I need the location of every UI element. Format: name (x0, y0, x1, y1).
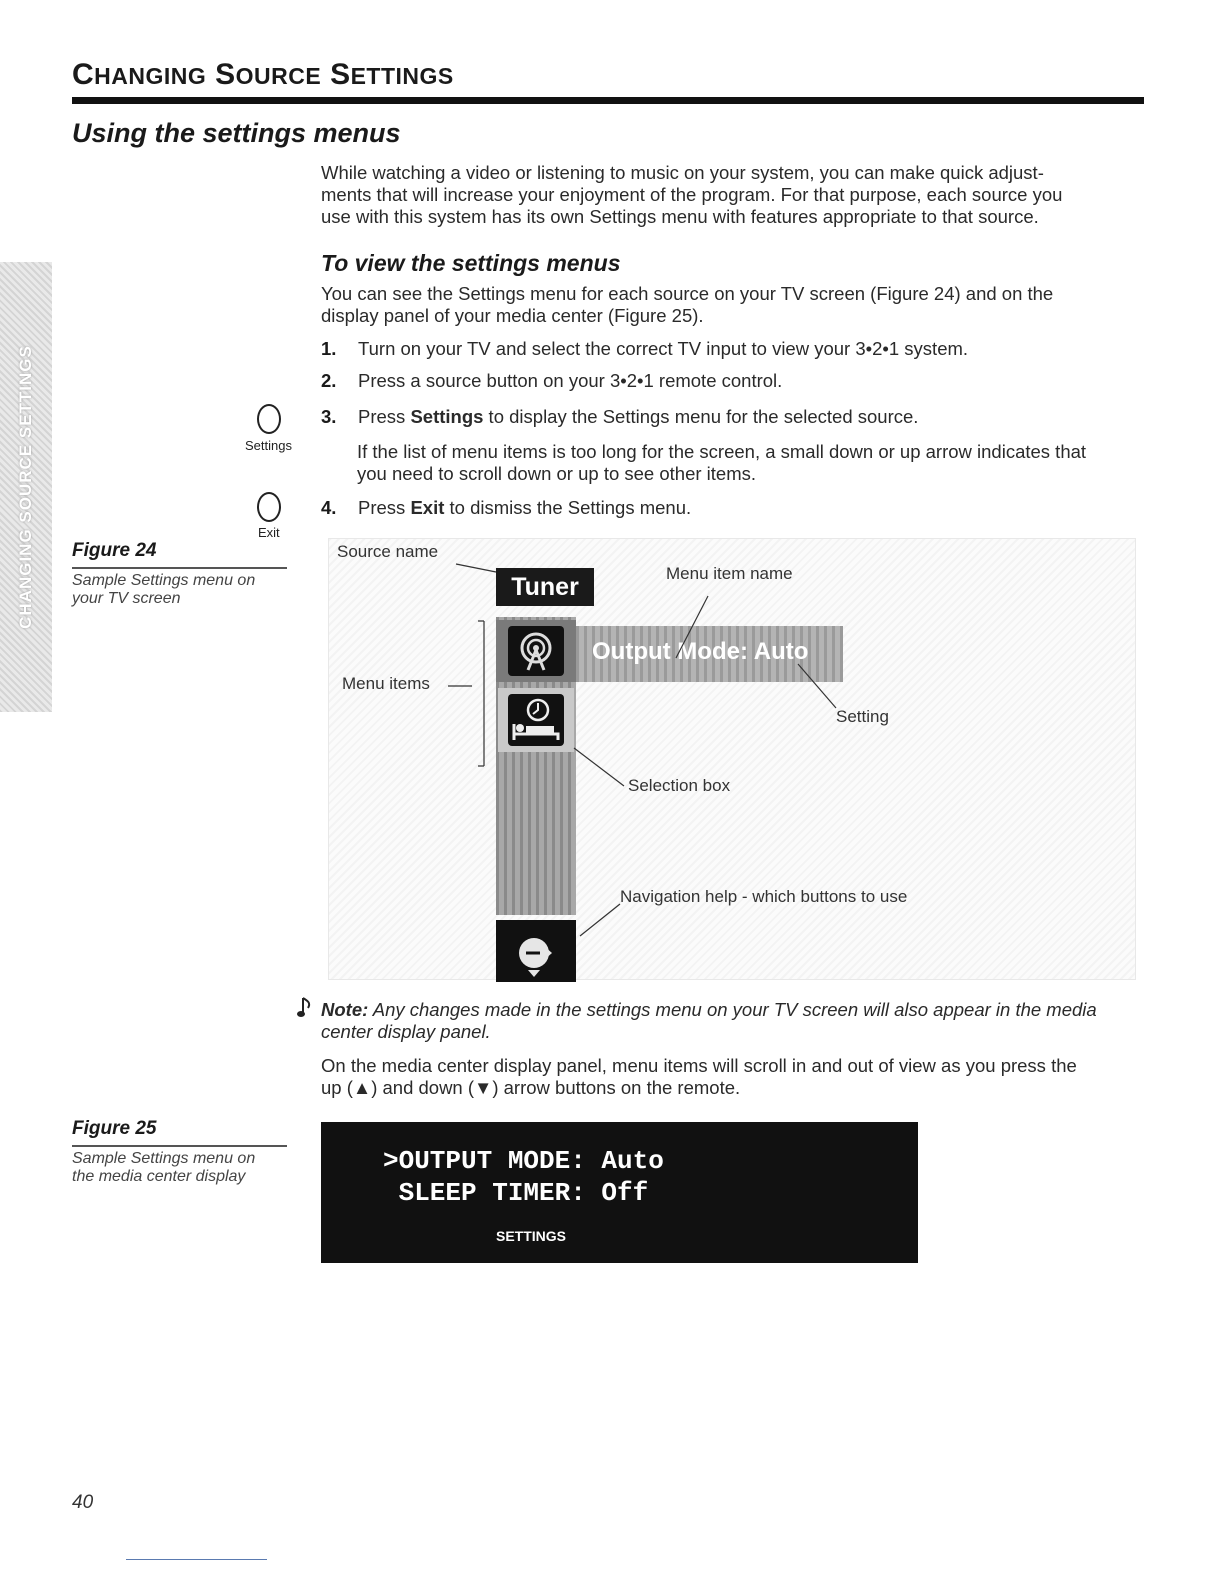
figure-25-caption (72, 1150, 255, 1186)
step-4 (321, 497, 336, 519)
note-label: Note: (321, 999, 369, 1020)
view-line: You can see the Settings menu for each source on your TV screen (Figure 24) and on the (321, 283, 1054, 304)
step-3-note-line: If the list of menu items is too long for the screen, a small down or up arrow indicates that (357, 441, 1087, 462)
caption-line: your TV screen (72, 590, 181, 607)
step-2 (321, 370, 336, 392)
selection-box-callout: Selection box (628, 776, 731, 795)
bottom-rule (126, 1559, 267, 1560)
page-number: 40 (72, 1492, 94, 1513)
subsection-title: To view the settings menus (321, 250, 621, 276)
chapter-title: CHANGING SOURCE SETTINGS (72, 58, 454, 91)
step-3-text: Press Settings to display the Settings menu for the selected source. (358, 406, 919, 427)
step-2-text: Press a source button on your 3•2•1 remote control. (358, 370, 783, 391)
side-tab (0, 262, 52, 712)
display-line-output-mode: >OUTPUT MODE: Auto (383, 1146, 664, 1176)
figure-24-rule (72, 567, 287, 569)
note-line: Any changes made in the settings menu on your TV screen will also appear in the media (368, 999, 1097, 1020)
side-tab-label: CHANGING SOURCE SETTINGS (16, 345, 35, 629)
section-title: Using the settings menus (72, 118, 401, 148)
display-footer-label: SETTINGS (496, 1228, 567, 1244)
intro-paragraph (321, 162, 1151, 228)
figure-25-title: Figure 25 (72, 1118, 157, 1139)
menu-item-name-callout: Menu item name (666, 564, 793, 583)
navigation-help-callout: Navigation help - which buttons to use (620, 887, 908, 906)
settings-keyword: Settings (410, 406, 484, 427)
display-line-sleep-timer: SLEEP TIMER: Off (383, 1178, 649, 1208)
caption-line: the media center display (72, 1168, 246, 1185)
callout-lines (328, 538, 1136, 980)
exit-keyword: Exit (410, 497, 445, 518)
step-4-text: Press Exit to dismiss the Settings menu. (358, 497, 692, 518)
step-number: 3. (321, 406, 337, 427)
settings-button-label: Settings (245, 438, 292, 453)
settings-button-icon (257, 404, 281, 434)
caption-line: Sample Settings menu on (72, 572, 256, 589)
menu-items-callout: Menu items (342, 674, 430, 693)
figure-25-rule (72, 1145, 287, 1147)
scroll-line: On the media center display panel, menu items will scroll in and out of view as you press the (321, 1055, 1077, 1076)
step-3 (321, 406, 336, 428)
intro-line: While watching a video or listening to music on your system, you can make quick adjust- (321, 162, 1044, 183)
figure-24-caption (72, 572, 255, 608)
scroll-paragraph (321, 1055, 1151, 1099)
exit-button-icon (257, 492, 281, 522)
source-name-callout: Source name (337, 542, 439, 561)
step-3-note (357, 441, 1157, 485)
chapter-rule (72, 97, 1144, 104)
intro-line: ments that will increase your enjoyment of the program. For that purpose, each source you (321, 184, 1063, 205)
step-3-note-line: you need to scroll down or up to see other items. (357, 463, 756, 484)
source-name-box: Tuner (496, 568, 594, 606)
intro-line: use with this system has its own Settings menu with features appropriate to that source. (321, 206, 1039, 227)
step-1-text: Turn on your TV and select the correct TV input to view your 3•2•1 system. (358, 338, 969, 359)
step-number: 1. (321, 338, 337, 359)
view-line: display panel of your media center (Figure 25). (321, 305, 704, 326)
note-icon (296, 996, 316, 1025)
caption-line: Sample Settings menu on (72, 1150, 256, 1167)
exit-button-label: Exit (258, 525, 280, 540)
scroll-line: up (▲) and down (▼) arrow buttons on the remote. (321, 1077, 741, 1098)
output-mode-bar: Output Mode: Auto (576, 626, 843, 682)
step-1 (321, 338, 336, 360)
note-paragraph (321, 999, 1151, 1043)
step-number: 4. (321, 497, 337, 518)
step-number: 2. (321, 370, 337, 391)
view-paragraph (321, 283, 1151, 327)
media-center-display (321, 1122, 918, 1263)
setting-callout: Setting (836, 707, 889, 726)
figure-24-title: Figure 24 (72, 540, 157, 561)
note-line: center display panel. (321, 1021, 491, 1042)
